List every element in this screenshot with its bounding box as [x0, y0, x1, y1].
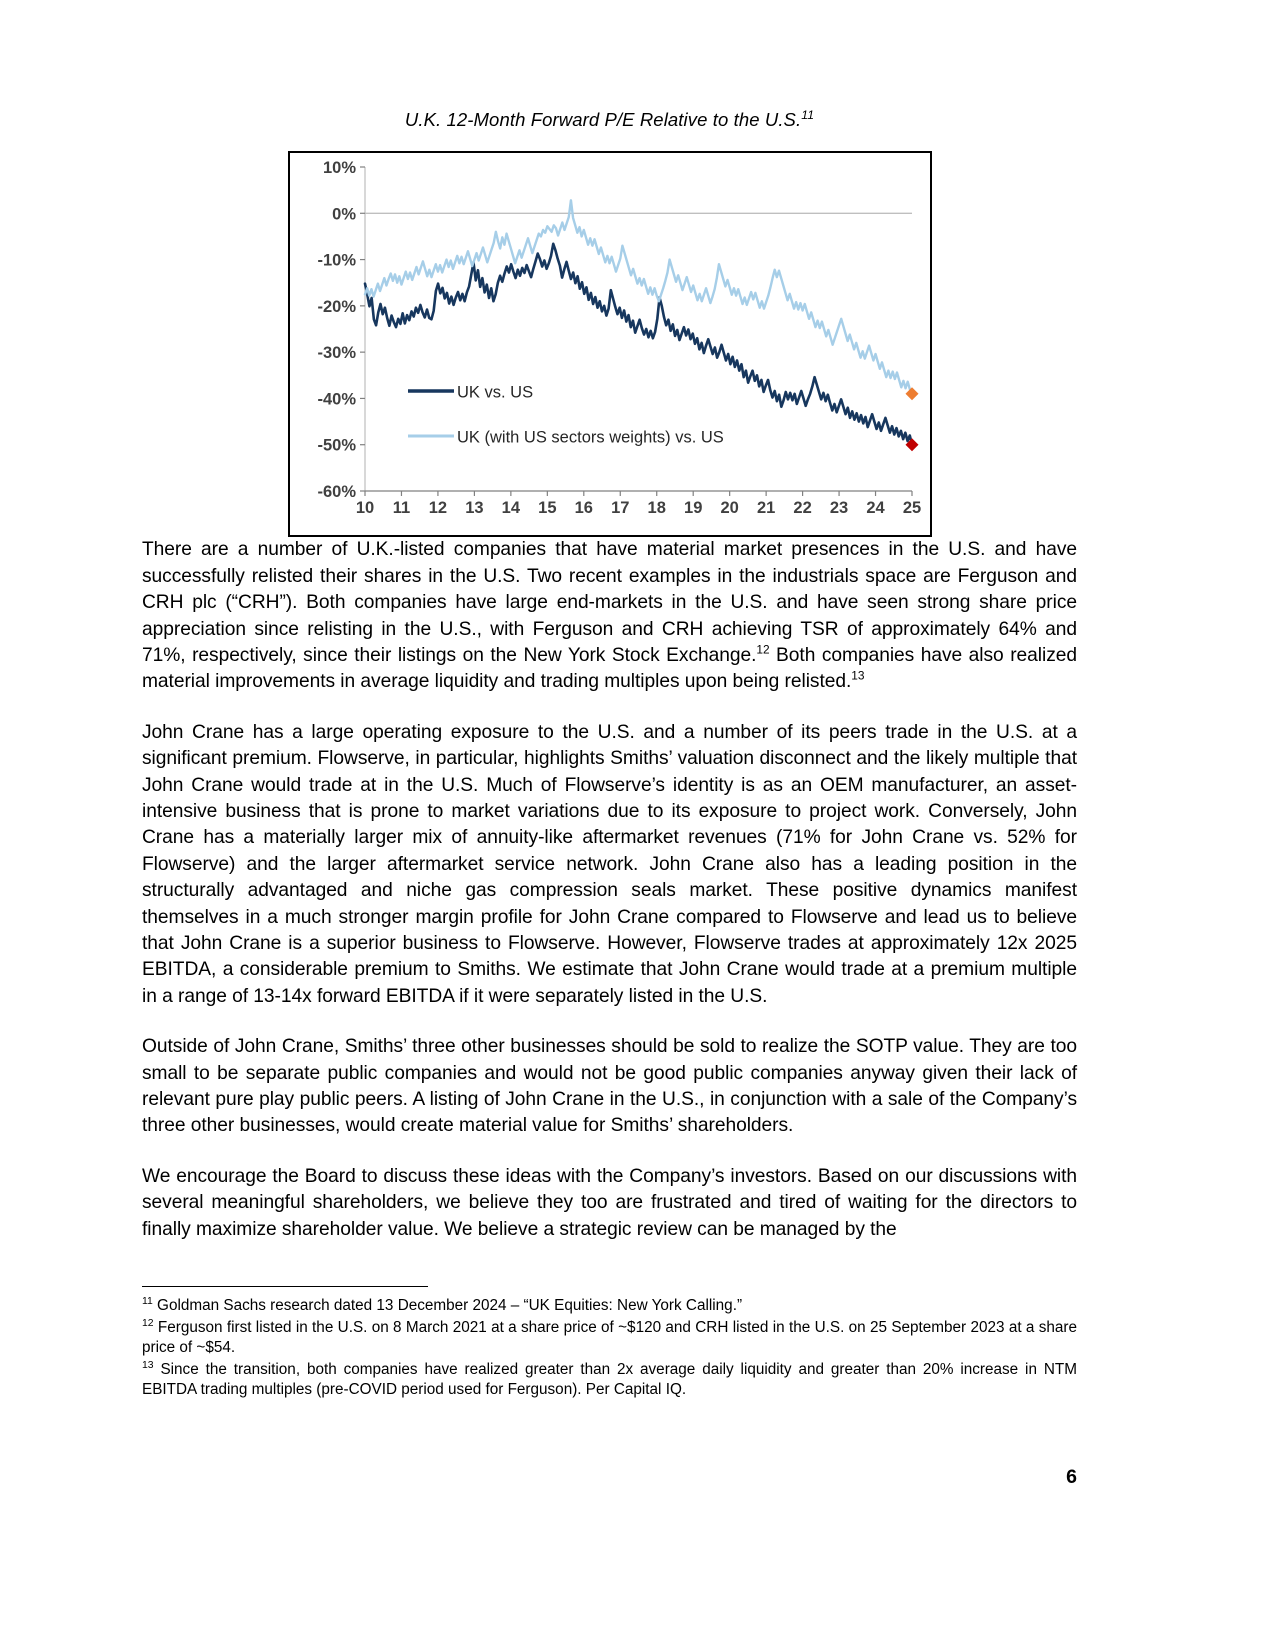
pe-relative-line-chart — [290, 153, 930, 535]
x-axis-label: 11 — [392, 499, 410, 518]
y-axis-label: -10% — [316, 251, 356, 270]
legend-entry-uk-vs-us-label: UK vs. US — [456, 383, 533, 402]
x-axis-label: 20 — [719, 499, 739, 518]
x-axis-label: 13 — [464, 499, 484, 518]
x-axis-label: 16 — [574, 499, 593, 518]
page-number: 6 — [1066, 1466, 1077, 1488]
x-axis-label: 25 — [902, 499, 921, 518]
x-axis-label: 12 — [428, 499, 447, 518]
paragraph-2: John Crane has a large operating exposure to the U.S. and a number of its peers trade in the U.S. at a significant premium. Flowserve, in particular, highlights Smiths’ valuation disconnect and the likely multiple that John Crane would trade at in the U.S. Much of Flowserve’s identity is as an OEM manufacturer, an asset-intensive business that is prone to market variations due to its exposure to project work. Conversely, John Crane has a materially larger mix of annuity-like aftermarket revenues (71% for John Crane vs. 52% for Flowserve) and the larger aftermarket service network. John Crane also has a leading position in the structurally advantaged and niche gas compression seals market. These positive dynamics manifest themselves in a much stronger margin profile for John Crane compared to Flowserve and lead us to believe that John Crane is a superior business to Flowserve. However, Flowserve trades at approximately 12x 2025 EBITDA, a considerable premium to Smiths. We estimate that John Crane would trade at a premium multiple in a range of 13-14x forward EBITDA if it were separately listed in the U.S. — [142, 721, 1077, 1007]
figure-caption — [142, 108, 1077, 131]
legend-entry-uk-us-sector-weights-label: UK (with US sectors weights) vs. US — [456, 428, 724, 447]
paragraph-4: We encourage the Board to discuss these ideas with the Company’s investors. Based on our discussions with several meaningful shareholders, we believe they too are frustrated and tired of waiting for the directors to finally maximize shareholder value. We believe a strategic review can be managed by the — [142, 1165, 1077, 1240]
footnote-ref-12: 12 — [756, 642, 770, 657]
x-axis-label: 18 — [647, 499, 666, 518]
x-axis-label: 21 — [756, 499, 775, 518]
footnote-11: $^{11}$ Goldman Sachs research dated 13 December 2024 – “UK Equities: New York Calling.” — [142, 1295, 743, 1314]
footnote-ref-13: 13 — [851, 668, 865, 683]
footnote-13: $^{13}$ Since the transition, both companies have realized greater than 2x average daily liquidity and greater than 20% increase in NTM EBITDA trading multiples (pre-COVID period used for Ferguson). Per Capital IQ. — [142, 1359, 1077, 1398]
y-axis-label: 10% — [322, 159, 356, 178]
footnote-area — [142, 1286, 1077, 1402]
x-axis-label: 10 — [355, 499, 374, 518]
series-line-1 — [365, 244, 912, 445]
footnote-marker-11: 11 — [142, 1295, 153, 1307]
footnote-marker-13: 13 — [142, 1359, 154, 1371]
y-axis-label: -50% — [316, 437, 356, 456]
figure-block — [142, 108, 1077, 537]
chart-container — [288, 151, 932, 537]
y-axis-label: -60% — [316, 483, 356, 502]
y-axis-label: -20% — [316, 298, 356, 317]
x-axis-label: 15 — [537, 499, 557, 518]
footnote-marker-12: 12 — [142, 1317, 154, 1329]
page-content — [142, 0, 1077, 1267]
paragraph-1: There are a number of U.K.-listed companies that have material market presences in the U.S. and have successfully relisted their shares in the U.S. Two recent examples in the industrials space are Ferguson and CRH plc (“CRH”). Both companies have large end-markets in the U.S. and have seen strong share price appreciation since relisting in the U.S., with Ferguson and CRH achieving TSR of approximately 64% and 71%, respectively, since their listings on the New York Stock Exchange.$^{12}$ Both companies have also realized material improvements in average liquidity and trading multiples upon being relisted.$^{13}$ — [142, 539, 1077, 693]
endpoint-marker-2 — [905, 388, 918, 401]
footnote-separator-rule — [142, 1286, 428, 1287]
x-axis-label: 19 — [683, 499, 702, 518]
footnote-12: $^{12}$ Ferguson first listed in the U.S. on 8 March 2021 at a share price of ~$120 and CRH listed in the U.S. on 25 September 2023 at a share price of ~$54. — [142, 1317, 1077, 1356]
paragraph-3: Outside of John Crane, Smiths’ three other businesses should be sold to realize the SOTP value. They are too small to be separate public companies and would not be good public companies anyway given their lack of relevant pure play public peers. A listing of John Crane in the U.S., in conjunction with a sale of the Company’s three other businesses, would create material value for Smiths’ shareholders. — [142, 1036, 1077, 1137]
y-axis-label: -40% — [316, 390, 356, 409]
figure-caption-text: U.K. 12-Month Forward P/E Relative to the U.S. — [404, 109, 802, 131]
x-axis-label: 22 — [792, 499, 812, 518]
x-axis-label: 17 — [610, 499, 629, 518]
x-axis-label: 23 — [829, 499, 848, 518]
y-axis-label: 0% — [331, 205, 356, 224]
y-axis-label: -30% — [316, 344, 356, 363]
figure-caption-footnote-marker: 11 — [801, 108, 815, 122]
x-axis-label: 24 — [865, 499, 885, 518]
x-axis-label: 14 — [501, 499, 520, 518]
